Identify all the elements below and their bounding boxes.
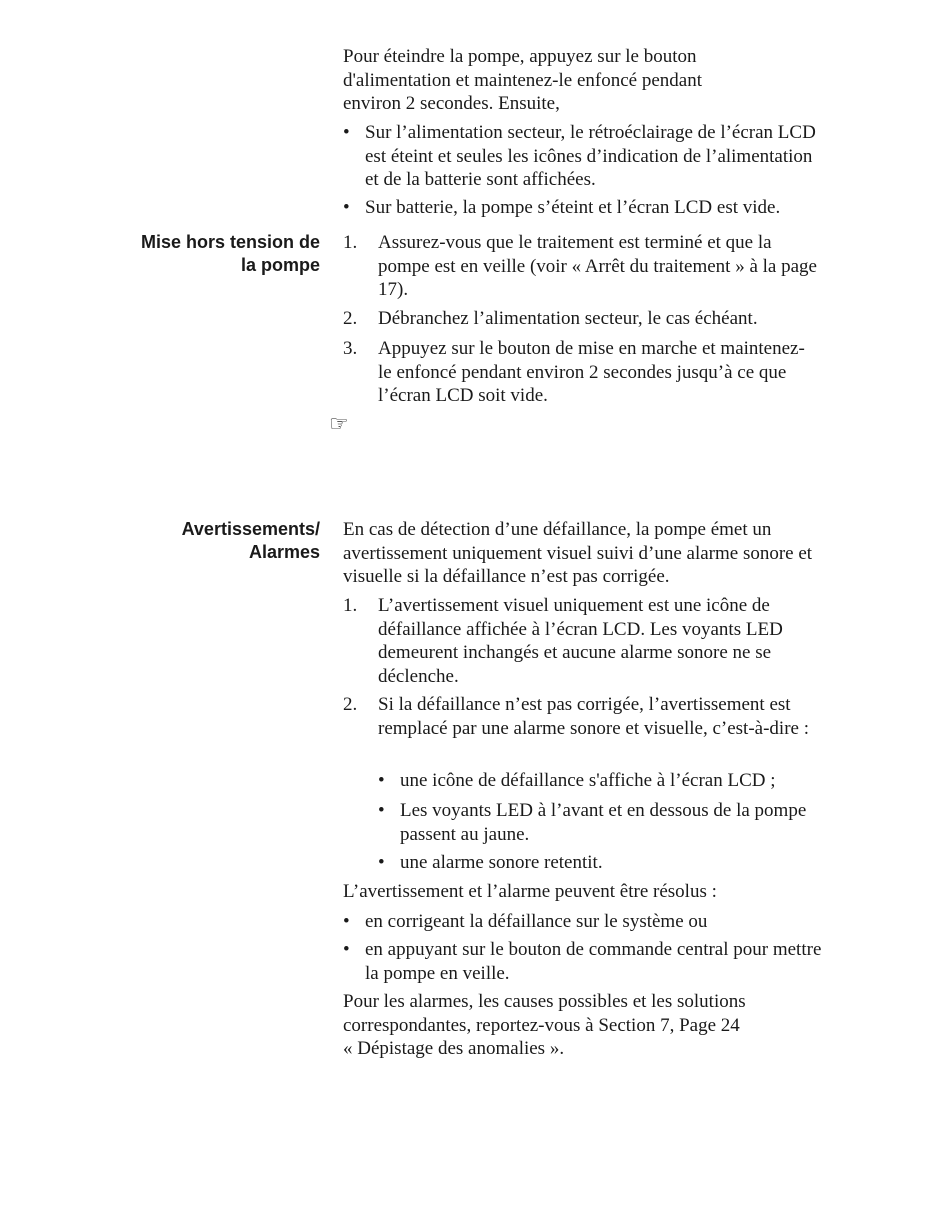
bullet-marker: • [343,939,350,960]
bullet-marker: • [343,197,350,218]
bullet-marker: • [378,800,385,821]
section-heading-alarms [182,518,320,563]
resolve-bullet-text: en corrigeant la défaillance sur le système ou [365,911,708,932]
step-text: L’avertissement visuel uniquement est une icône de défaillance affichée à l’écran LCD. Les voyants LED demeurent inchangés et aucune alarme sonore ne se déclenche. [378,595,783,687]
closing-line: « Dépistage des anomalies ». [343,1038,565,1059]
resolve-intro: L’avertissement et l’alarme peuvent être résolus : [343,881,717,902]
heading-line: Mise hors tension de [140,232,320,252]
closing-line: correspondantes, reportez-vous à Section 7, Page 24 [343,1014,740,1036]
sub-bullet-text: une icône de défaillance s'affiche à l’écran LCD ; [400,770,776,791]
section-heading-power-off [141,231,320,276]
step-number: 1. [343,232,358,253]
step-text: Assurez-vous que le traitement est terminé et que la pompe est en veille (voir « Arrêt du traitement » à la page 17). [378,232,817,300]
bullet-marker: • [343,122,350,143]
pointing-hand-icon: ☞ [329,411,349,436]
sub-bullet-text: Les voyants LED à l’avant et en dessous de la pompe passent au jaune. [400,800,807,845]
heading-line: la pompe [240,254,320,275]
closing-paragraph [343,990,843,1061]
step-text: Débranchez l’alimentation secteur, le cas échéant. [378,308,758,329]
step-number: 2. [343,694,358,715]
heading-line: Avertissements/ [181,519,320,539]
bullet-marker: • [343,911,350,932]
bullet-marker: • [378,852,385,873]
resolve-bullet-text: en appuyant sur le bouton de commande central pour mettre la pompe en veille. [365,939,822,984]
bullet-marker: • [378,770,385,791]
step-number: 3. [343,338,358,359]
intro-bullet-text: Sur l’alimentation secteur, le rétroéclairage de l’écran LCD est éteint et seules les icônes d’indication de l’alimentation et de la batterie sont affichées. [365,122,816,190]
intro-paragraph: Pour éteindre la pompe, appuyez sur le bouton d'alimentation et maintenez-le enfoncé pendant environ 2 secondes. Ensuite, [343,46,702,114]
closing-line: Pour les alarmes, les causes possibles et les solutions [343,991,746,1012]
step-text: Si la défaillance n’est pas corrigée, l’avertissement est remplacé par une alarme sonore et visuelle, c’est-à-dire : [378,694,809,739]
step-number: 2. [343,308,358,329]
sub-bullet-text: une alarme sonore retentit. [400,852,603,873]
step-number: 1. [343,595,358,616]
intro-bullet-text: Sur batterie, la pompe s’éteint et l’écran LCD est vide. [365,197,781,218]
step-text: Appuyez sur le bouton de mise en marche et maintenez-le enfoncé pendant environ 2 secondes jusqu’à ce que l’écran LCD soit vide. [378,338,805,406]
heading-line: Alarmes [248,541,320,562]
alarms-intro: En cas de détection d’une défaillance, la pompe émet un avertissement uniquement visuel suivi d’une alarme sonore et visuelle si la défaillance n’est pas corrigée. [343,519,813,587]
